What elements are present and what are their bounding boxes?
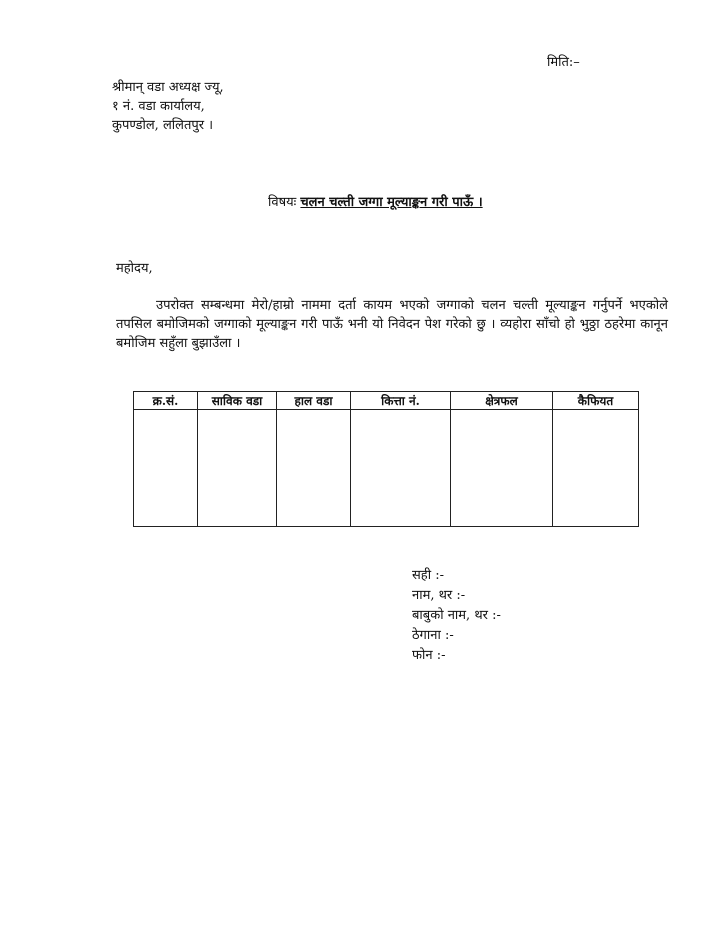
header-current-ward: हाल वडा — [277, 392, 351, 410]
cell-plot-number[interactable] — [351, 410, 451, 527]
header-former-ward: साविक वडा — [198, 392, 277, 410]
table-header-row — [134, 392, 639, 410]
name-field: नाम, थर :- — [412, 588, 466, 603]
recipient-line-1: श्रीमान् वडा अध्यक्ष ज्यू, — [112, 80, 224, 95]
header-plot-number: कित्ता नं. — [351, 392, 451, 410]
date-label: मिति:– — [547, 55, 580, 70]
phone-field: फोन :- — [412, 648, 446, 663]
cell-area[interactable] — [451, 410, 553, 527]
cell-remarks[interactable] — [553, 410, 639, 527]
signature-field: सही :- — [412, 568, 444, 583]
header-serial: क्र.सं. — [134, 392, 198, 410]
father-name-field: बाबुको नाम, थर :- — [412, 608, 501, 623]
header-remarks: कैफियत — [553, 392, 639, 410]
cell-former-ward[interactable] — [198, 410, 277, 527]
subject-label: विषयः — [268, 195, 297, 210]
cell-current-ward[interactable] — [277, 410, 351, 527]
address-field: ठेगाना :- — [412, 628, 454, 643]
recipient-line-3: कुपण्डोल, ललितपुर । — [112, 118, 214, 133]
recipient-address — [112, 78, 224, 135]
cell-serial[interactable] — [134, 410, 198, 527]
table-row — [134, 410, 639, 527]
subject-line — [268, 192, 483, 210]
salutation: महोदय, — [116, 261, 153, 276]
subject-text: चलन चल्ती जग्गा मूल्याङ्कन गरी पाऊँ । — [300, 195, 483, 210]
header-area: क्षेत्रफल — [451, 392, 553, 410]
body-paragraph: उपरोक्त सम्बन्धमा मेरो/हाम्रो नाममा दर्ता कायम भएको जग्गाको चलन चल्ती मूल्याङ्कन गर्नुपर्ने भएकोले तपसिल बमोजिमको जग्गाको मूल्याङ्कन गरी पाऊँ भनी यो निवेदन पेश गरेको छु । व्यहोरा साँचो हो भुठ्ठा ठहरेमा कानून बमोजिम सहुँला बुझाउँला । — [116, 298, 668, 351]
signature-block — [412, 566, 501, 666]
recipient-line-2: १ नं. वडा कार्यालय, — [112, 99, 205, 114]
land-details-table — [133, 391, 639, 527]
